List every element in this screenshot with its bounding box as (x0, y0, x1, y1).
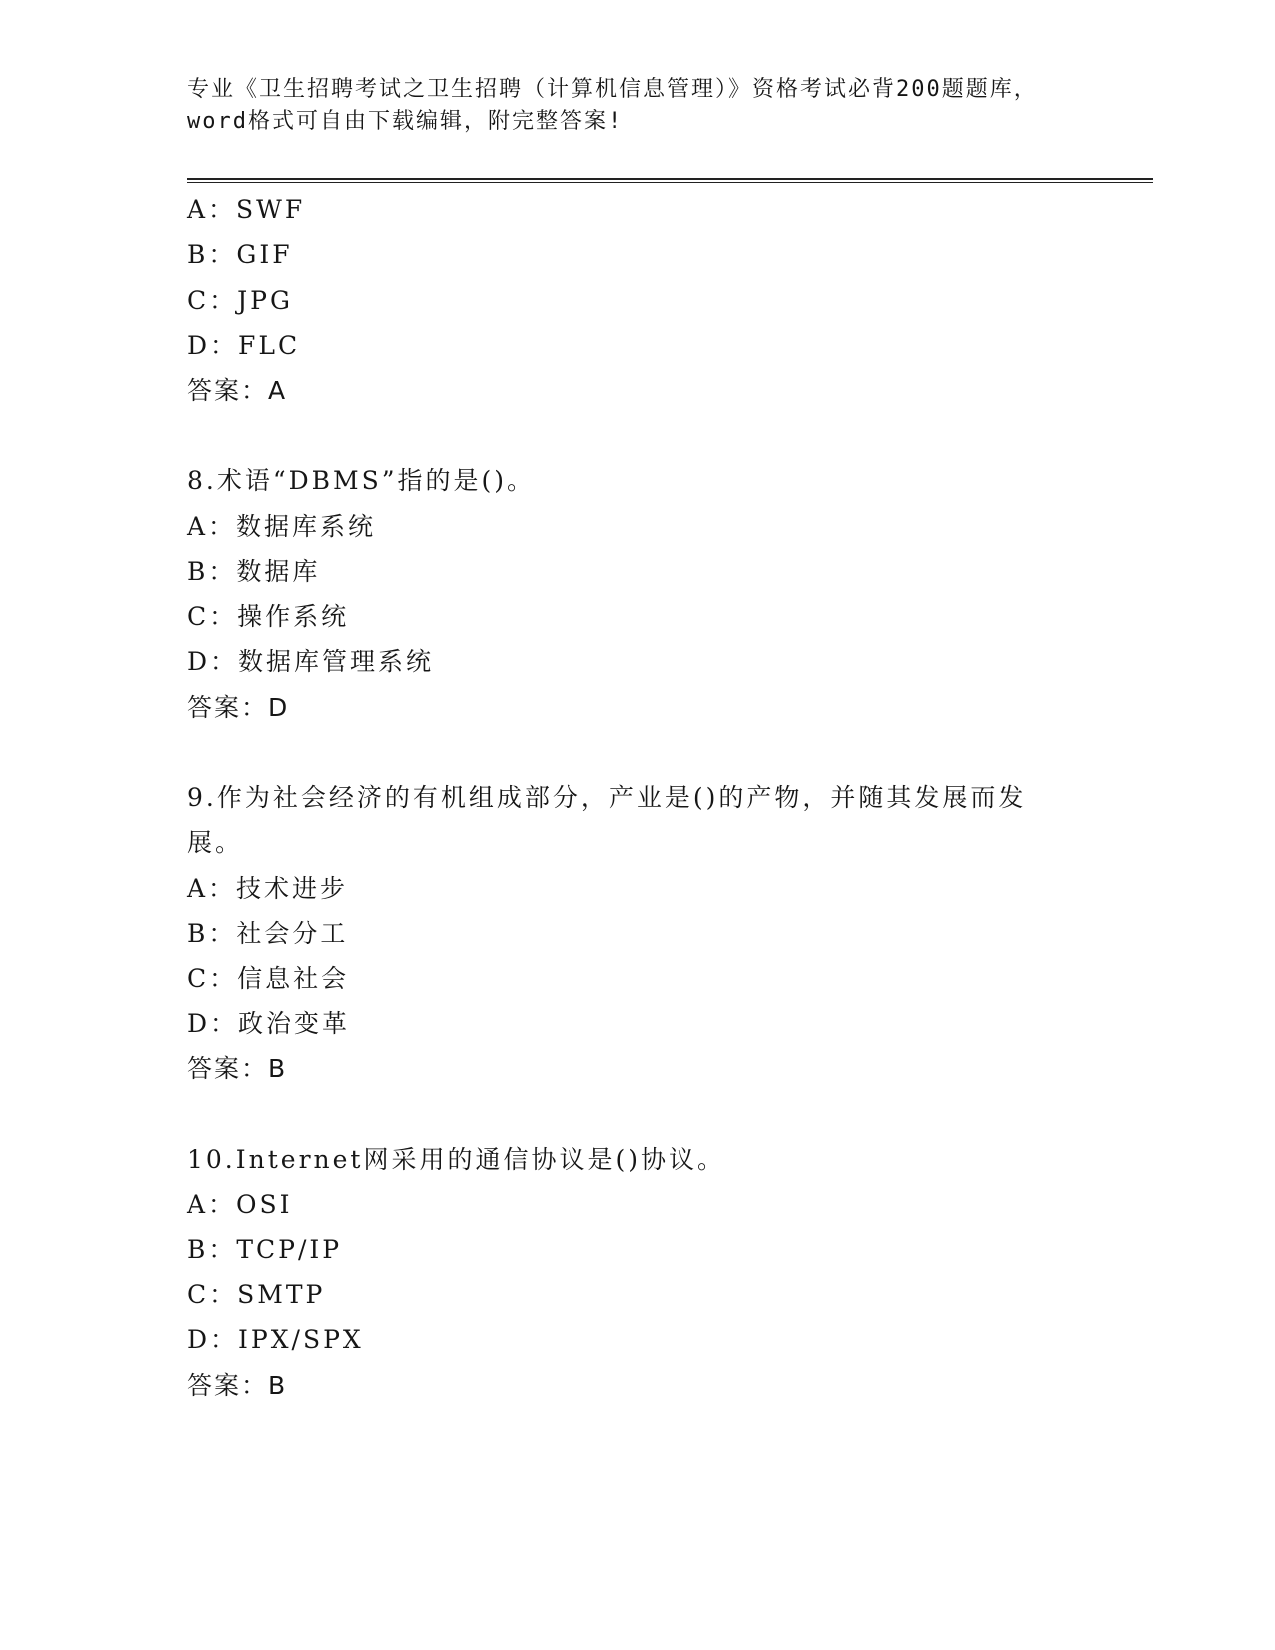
q8-option-a: A：数据库系统 (187, 512, 377, 541)
header-divider-bottom (187, 182, 1153, 183)
q7-option-c: C：JPG (187, 286, 293, 315)
q7-option-b: B：GIF (187, 240, 293, 269)
q8-option-d: D：数据库管理系统 (187, 647, 435, 676)
document-header (187, 74, 1087, 138)
q7-option-d: D：FLC (187, 331, 301, 360)
q8-question: 8.术语“DBMS”指的是()。 (187, 466, 536, 495)
q9-option-d: D：政治变革 (187, 1009, 351, 1038)
q8-option-c: C：操作系统 (187, 602, 350, 631)
q9-option-c: C：信息社会 (187, 964, 350, 993)
q10-option-c: C：SMTP (187, 1280, 326, 1309)
q10-option-a: A：OSI (187, 1190, 293, 1219)
header-divider-top (187, 178, 1153, 180)
q9-option-a: A：技术进步 (187, 874, 349, 903)
header-line-2: word格式可自由下载编辑，附完整答案! (187, 109, 624, 134)
q9-option-b: B：社会分工 (187, 919, 349, 948)
q7-option-a: A：SWF (187, 195, 306, 224)
q10-question: 10.Internet网采用的通信协议是()协议。 (187, 1145, 725, 1174)
q10-option-b: B：TCP/IP (187, 1235, 343, 1264)
header-line-1: 专业《卫生招聘考试之卫生招聘（计算机信息管理）》资格考试必背200题题库， (187, 77, 1038, 102)
q9-answer: 答案：B (187, 1054, 288, 1083)
q8-answer: 答案：D (187, 693, 290, 722)
q7-answer: 答案：A (187, 376, 288, 405)
q9-question-line-1: 9.作为社会经济的有机组成部分，产业是()的产物，并随其发展而发 (187, 783, 1027, 812)
q9-question-line-2: 展。 (187, 828, 244, 857)
q10-answer: 答案：B (187, 1371, 288, 1400)
q10-option-d: D：IPX/SPX (187, 1325, 364, 1354)
q8-option-b: B：数据库 (187, 557, 321, 586)
